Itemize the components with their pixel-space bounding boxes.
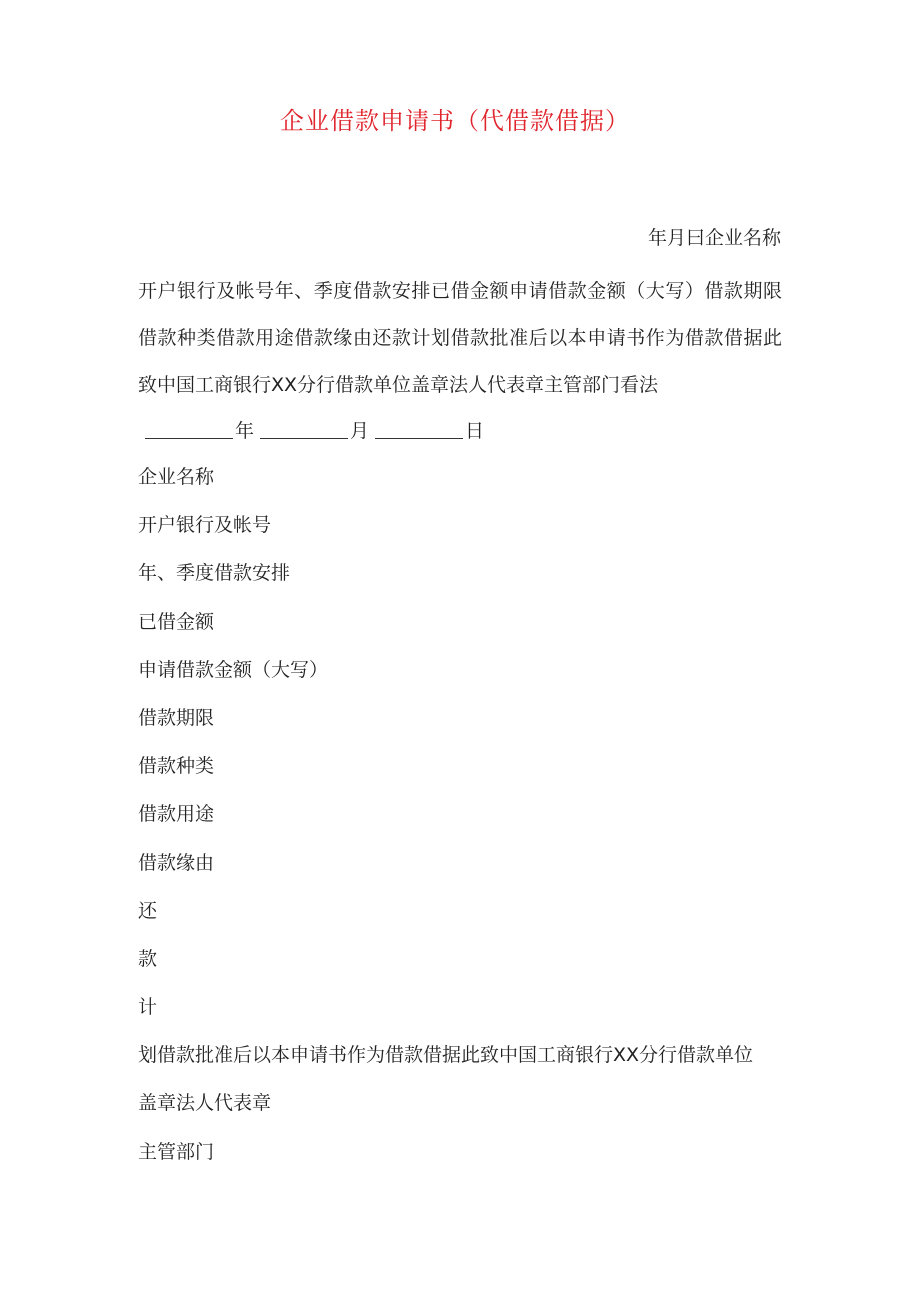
year-label: 年 — [235, 420, 255, 442]
field-loan-term: 借款期限 — [138, 706, 215, 729]
field-loan-plan: 年、季度借款安排 — [138, 562, 291, 585]
field-department: 主管部门 — [138, 1140, 215, 1163]
field-company-name: 企业名称 — [138, 466, 215, 488]
field-loan-reason: 借款缘由 — [138, 851, 215, 874]
field-requested-amount: 申请借款金额（大写） — [138, 658, 329, 681]
month-label: 月 — [350, 420, 370, 442]
field-loan-type: 借款种类 — [138, 755, 215, 778]
field-borrowed-amount: 已借金额 — [138, 610, 215, 633]
summary-paragraph: 开户银行及帐号年、季度借款安排已借金额申请借款金额（大写）借款期限借款种类借款用途借款缘由还款计划借款批准后以本申请书作为借款借据此致中国工商银行XX分行借款单位盖章法人代表章主管部门看法 — [138, 280, 782, 396]
date-row — [145, 416, 490, 446]
field-seal: 盖章法人代表章 — [138, 1092, 272, 1115]
field-repayment-char-2: 款 — [138, 947, 158, 970]
field-approval-statement: 划借款批准后以本申请书作为借款借据此致中国工商银行XX分行借款单位 — [138, 1044, 754, 1067]
field-repayment-char-3: 计 — [138, 996, 158, 1019]
field-loan-purpose: 借款用途 — [138, 803, 215, 826]
document-title: 企业借款申请书（代借款借据） — [280, 107, 630, 135]
field-repayment-char-1: 还 — [138, 899, 158, 922]
field-list — [138, 462, 753, 1185]
day-blank — [375, 418, 463, 439]
month-blank — [260, 418, 348, 439]
field-bank-account: 开户银行及帐号 — [138, 514, 272, 537]
day-label: 日 — [465, 420, 485, 442]
date-company-header: 年月曰企业名称 — [647, 227, 781, 249]
year-blank — [145, 418, 233, 439]
